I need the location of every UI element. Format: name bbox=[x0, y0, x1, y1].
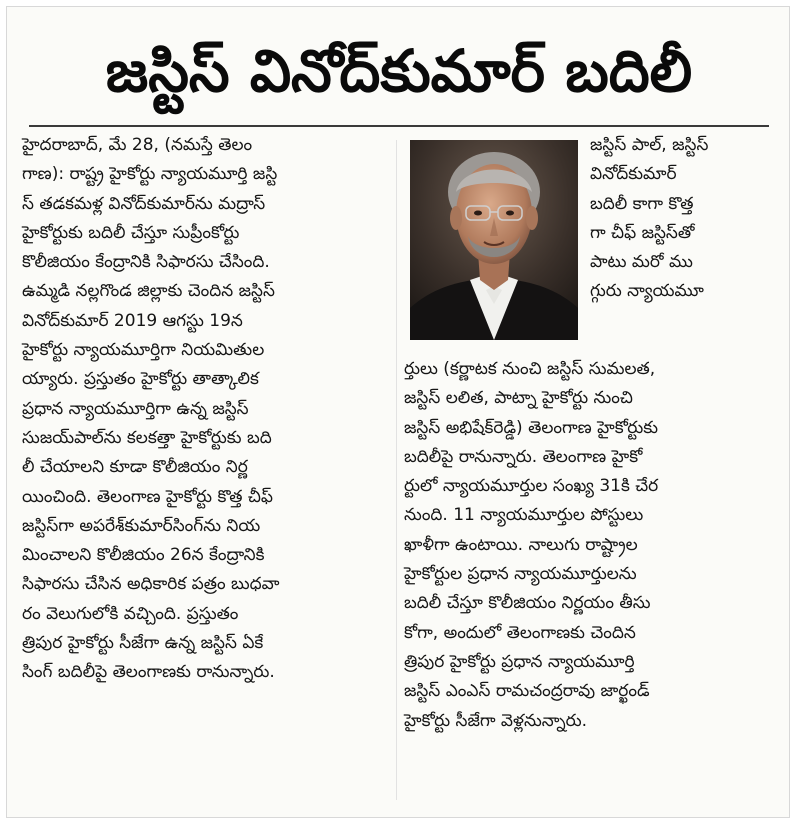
article-line: జస్టిస్ లలిత, పాట్నా హైకోర్టు నుంచి bbox=[404, 388, 633, 409]
article-line: బదిలీ చేస్తూ కొలీజియం నిర్ణయం తీసు bbox=[404, 593, 651, 614]
article-line: జస్టిస్ ఎంఎస్ రామచంద్రరావు జార్ఖండ్ bbox=[404, 681, 650, 702]
article-line: రం వెలుగులోకి వచ్చింది. ప్రస్తుతం bbox=[22, 603, 239, 624]
headline: జస్టిస్ వినోద్‌కుమార్ బదిలీ bbox=[105, 37, 693, 105]
justice-portrait-photo bbox=[410, 140, 578, 340]
portrait-image bbox=[410, 140, 578, 340]
article-line: ర్టులో న్యాయమూర్తుల సంఖ్య 31కి చేర bbox=[404, 476, 659, 497]
article-line: జస్టిస్ అభిషేక్‌రెడ్డి) తెలంగాణ హైకోర్టుకు bbox=[404, 417, 658, 438]
article-line: ప్రధాన న్యాయమూర్తిగా ఉన్న జస్టిస్ bbox=[22, 398, 249, 419]
article-line: స్ తడకమళ్ల వినోద్‌కుమార్‌ను మద్రాస్ bbox=[22, 193, 266, 214]
article-line: సిఫారసు చేసిన అధికారిక పత్రం బుధవా bbox=[22, 574, 280, 595]
article-line: య్యారు. ప్రస్తుతం హైకోర్టు తాత్కాలిక bbox=[22, 369, 259, 390]
article-line: ర్తులు (కర్ణాటక నుంచి జస్టిస్ సుమలత, bbox=[404, 359, 656, 379]
article-line: హైకోర్టుకు బదిలీ చేస్తూ సుప్రీంకోర్టు bbox=[22, 222, 240, 243]
article-left-column bbox=[22, 131, 394, 688]
article-line: గా చీఫ్ జస్టిస్‌తో bbox=[590, 222, 695, 243]
article-line: బదిలీ కాగా కొత్త bbox=[590, 193, 694, 214]
article-line: వినోద్‌కుమార్ 2019 ఆగస్టు 19న bbox=[22, 310, 243, 331]
article-line: సుజయ్‌పాల్‌ను కలకత్తా హైకోర్టుకు బది bbox=[22, 427, 272, 448]
column-divider bbox=[396, 140, 397, 800]
article-line: కొలీజియం కేంద్రానికి సిఫారసు చేసింది. bbox=[22, 252, 270, 273]
article-line: యించింది. తెలంగాణ హైకోర్టు కొత్త చీఫ్ bbox=[22, 486, 273, 507]
article-right-bottom-column bbox=[404, 355, 776, 736]
article-line: హైకోర్టు న్యాయమూర్తిగా నియమితుల bbox=[22, 340, 265, 361]
article-line: బదిలీపై రానున్నారు. తెలంగాణ హైకో bbox=[404, 446, 643, 467]
article-line: సింగ్ బదిలీపై తెలంగాణకు రానున్నారు. bbox=[22, 662, 275, 683]
article-line: హైకోర్టు సీజేగా వెళ్లనున్నారు. bbox=[404, 710, 588, 731]
article-line: గాణ): రాష్ట్ర హైకోర్టు న్యాయమూర్తి జస్టి bbox=[22, 164, 278, 185]
article-line: గ్గురు న్యాయమూ bbox=[590, 281, 704, 302]
article-line: మించాలని కొలీజియం 26న కేంద్రానికి bbox=[22, 545, 265, 566]
article-line: హైకోర్టుల ప్రధాన న్యాయమూర్తులను bbox=[404, 564, 637, 585]
headline-rule bbox=[29, 125, 769, 127]
article-right-top-column bbox=[590, 131, 770, 307]
article-line: త్రిపుర హైకోర్టు సీజేగా ఉన్న జస్టిస్ ఏకే bbox=[22, 633, 264, 654]
article-line: ఉమ్మడి నల్లగొండ జిల్లాకు చెందిన జస్టిస్ bbox=[22, 281, 275, 302]
article-line: నుంది. 11 న్యాయమూర్తుల పోస్టులు bbox=[404, 505, 644, 526]
article-line: త్రిపుర హైకోర్టు ప్రధాన న్యాయమూర్తి bbox=[404, 651, 635, 672]
article-line: వినోద్‌కుమార్ bbox=[590, 164, 677, 185]
article-line: హైదరాబాద్, మే 28, (నమస్తే తెలం bbox=[22, 135, 253, 155]
article-line: కోగా, అందులో తెలంగాణకు చెందిన bbox=[404, 622, 636, 643]
article-line: జస్టిస్‌గా అపరేశ్‌కుమార్‌సింగ్‌ను నియ bbox=[22, 515, 261, 536]
article-line: జస్టిస్ పాల్, జస్టిస్ bbox=[590, 135, 709, 155]
article-line: ఖాళీగా ఉంటాయి. నాలుగు రాష్ట్రాల bbox=[404, 534, 638, 555]
article-line: పాటు మరో ము bbox=[590, 252, 693, 273]
article-line: లీ చేయాలని కూడా కొలీజియం నిర్ణ bbox=[22, 457, 248, 478]
